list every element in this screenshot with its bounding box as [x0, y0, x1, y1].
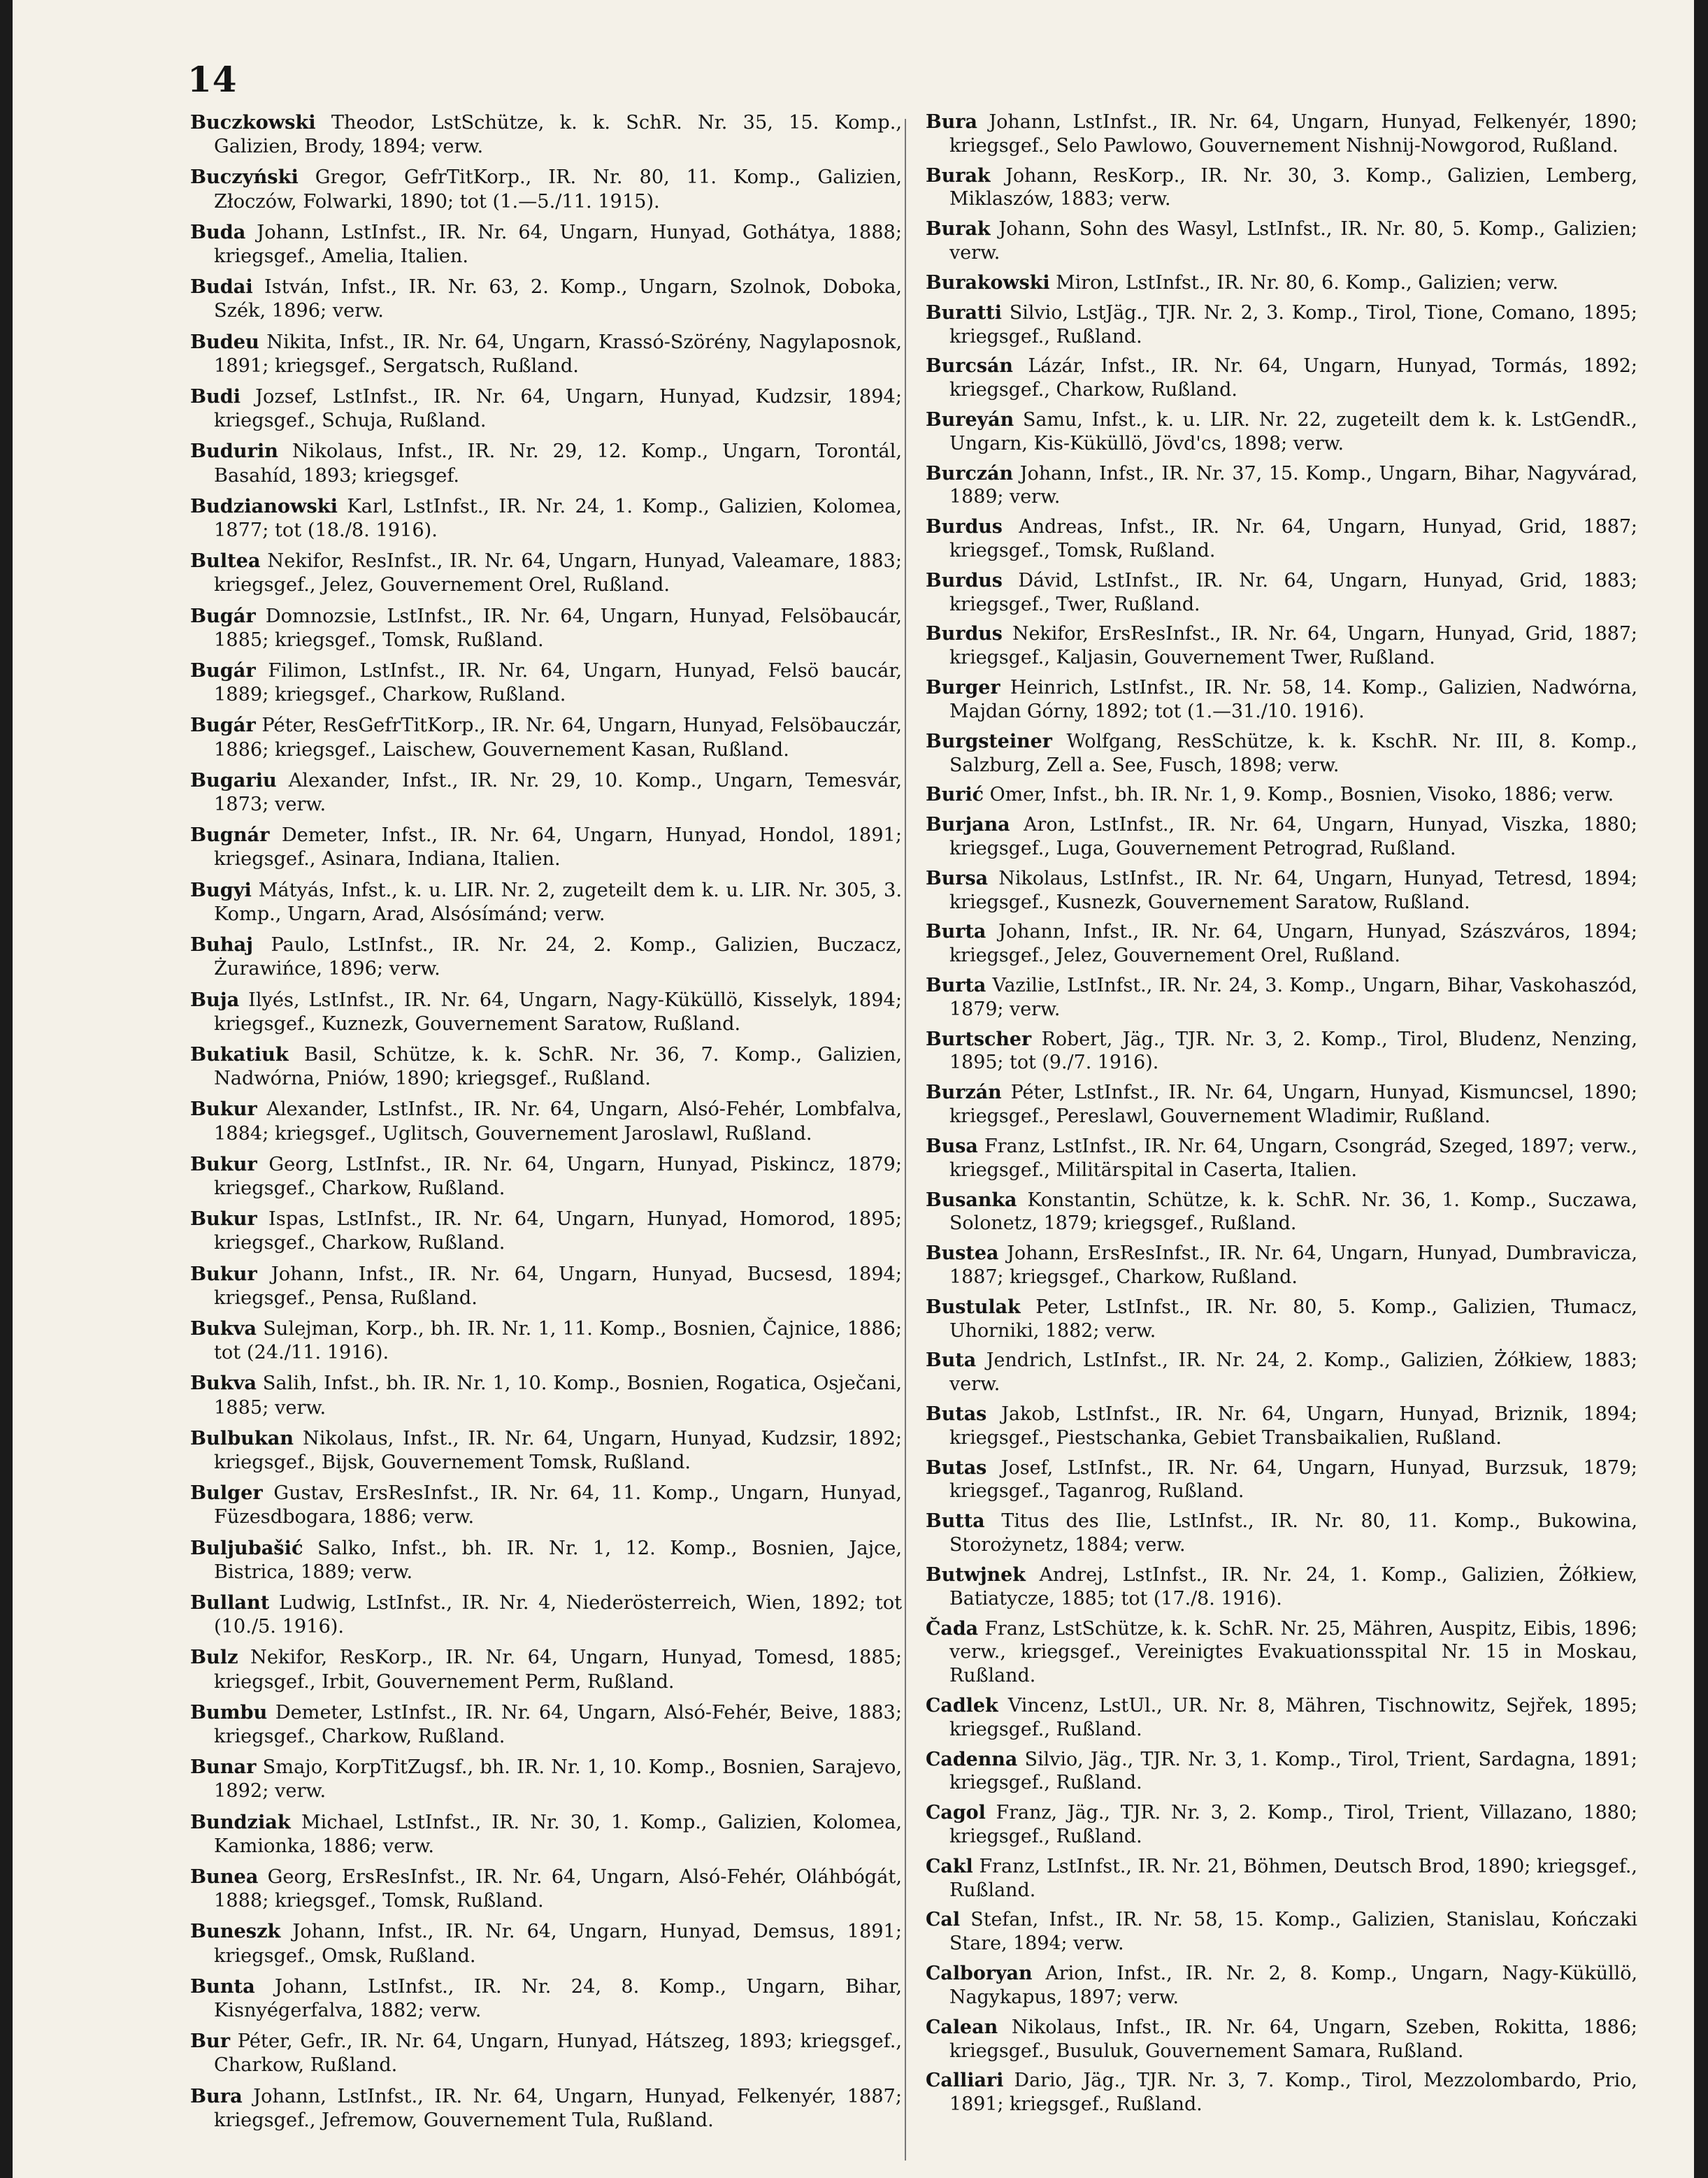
entry-surname: Burcsán [926, 355, 1013, 378]
register-entry [190, 1317, 902, 1365]
entry-surname: Butwjnek [926, 1563, 1026, 1586]
entry-surname: Burta [926, 921, 986, 943]
entry-surname: Bugyi [190, 878, 252, 901]
entry-surname: Buhaj [190, 933, 253, 957]
register-entry [190, 1043, 902, 1091]
entry-details: Johann, Infst., IR. Nr. 64, Ungarn, Hunyad, Szászváros, 1894; kriegsgef., Jelez, Gouvernement Orel, Rußland. [949, 921, 1637, 967]
entry-surname: Buta [926, 1349, 977, 1372]
entry-details: Paulo, LstInfst., IR. Nr. 24, 2. Komp., Galizien, Buczacz, Żurawińce, 1896; verw. [214, 934, 902, 980]
register-entry [190, 713, 902, 761]
entry-surname: Burjana [926, 814, 1010, 836]
entry-details: Alexander, LstInfst., IR. Nr. 64, Ungarn, Alsó-Fehér, Lombfalva, 1884; kriegsgef., Uglitsch, Gouvernement Jaroslawl, Rußland. [214, 1098, 902, 1145]
entry-surname: Burakowski [926, 271, 1050, 294]
entry-surname: Busanka [926, 1189, 1017, 1211]
entry-details: Andreas, Infst., IR. Nr. 64, Ungarn, Hunyad, Grid, 1887; kriegsgef., Tomsk, Rußland. [949, 516, 1637, 561]
entry-surname: Bugár [190, 659, 256, 682]
entry-details: Stefan, Infst., IR. Nr. 58, 15. Komp., Galizien, Stanislau, Kończaki Stare, 1894; verw. [949, 1909, 1637, 1955]
register-entry [926, 920, 1637, 968]
entry-details: Sulejman, Korp., bh. IR. Nr. 1, 11. Komp., Bosnien, Čajnice, 1886; tot (24./11. 1916). [214, 1317, 902, 1364]
entry-details: Aron, LstInfst., IR. Nr. 64, Ungarn, Hunyad, Viszka, 1880; kriegsgef., Luga, Gouvernement Petrograd, Rußland. [949, 814, 1637, 859]
register-entry [190, 110, 902, 159]
entry-surname: Bugár [190, 604, 256, 627]
register-entry [190, 1262, 902, 1310]
register-entry [926, 867, 1637, 915]
entry-surname: Bustulak [926, 1296, 1021, 1318]
entry-details: Demeter, LstInfst., IR. Nr. 64, Ungarn, Alsó-Fehér, Beive, 1883; kriegsgef., Charkow, Rußland. [214, 1701, 902, 1747]
entry-surname: Calboryan [926, 1963, 1033, 1985]
entry-details: Michael, LstInfst., IR. Nr. 30, 1. Komp., Galizien, Kolomea, Kamionka, 1886; verw. [214, 1811, 902, 1857]
entry-details: Basil, Schütze, k. k. SchR. Nr. 36, 7. Komp., Galizien, Nadwórna, Pniów, 1890; kriegsgef., Rußland. [214, 1043, 902, 1090]
register-entry [926, 1962, 1637, 2009]
register-entry [190, 1810, 902, 1858]
register-entry [926, 622, 1637, 670]
entry-details: Johann, ErsResInfst., IR. Nr. 64, Ungarn, Hunyad, Dumbravicza, 1887; kriegsgef., Charkow, Rußland. [949, 1242, 1637, 1288]
entry-details: Gregor, GefrTitKorp., IR. Nr. 80, 11. Komp., Galizien, Złoczów, Folwarki, 1890; tot (1.—5./11. 1915). [214, 166, 902, 213]
entry-details: Péter, LstInfst., IR. Nr. 64, Ungarn, Hunyad, Kismuncsel, 1890; kriegsgef., Pereslawl, Gouvernement Wladimir, Rußland. [949, 1082, 1637, 1128]
entry-surname: Burdus [926, 516, 1003, 538]
entry-surname: Bunea [190, 1865, 259, 1888]
register-entry [926, 462, 1637, 510]
entry-surname: Busa [926, 1135, 978, 1157]
register-entry [190, 768, 902, 817]
entry-surname: Bukatiuk [190, 1043, 289, 1066]
register-entry [190, 1371, 902, 1419]
entry-surname: Bundziak [190, 1810, 291, 1833]
entry-details: Jozsef, LstInfst., IR. Nr. 64, Ungarn, Hunyad, Kudzsir, 1894; kriegsgef., Schuja, Rußland. [214, 386, 902, 432]
entry-surname: Butta [926, 1510, 985, 1533]
entry-surname: Cagol [926, 1802, 986, 1824]
entry-surname: Bugár [190, 714, 256, 737]
entry-details: Georg, ErsResInfst., IR. Nr. 64, Ungarn, Alsó-Fehér, Oláhbógát, 1888; kriegsgef., Tomsk, Rußland. [214, 1866, 902, 1912]
entry-details: Nekifor, ErsResInfst., IR. Nr. 64, Ungarn, Hunyad, Grid, 1887; kriegsgef., Kaljasin, Gouvernement Twer, Rußland. [949, 623, 1637, 669]
entry-surname: Calean [926, 2016, 998, 2038]
register-entry [926, 813, 1637, 861]
register-entry [926, 1563, 1637, 1611]
entry-details: Lázár, Infst., IR. Nr. 64, Ungarn, Hunyad, Tormás, 1892; kriegsgef., Charkow, Rußland. [949, 355, 1637, 401]
entry-surname: Budeu [190, 330, 259, 353]
register-entry [926, 271, 1637, 295]
entry-details: Vazilie, LstInfst., IR. Nr. 24, 3. Komp., Ungarn, Bihar, Vaskohaszód, 1879; verw. [949, 975, 1637, 1020]
register-entry [190, 823, 902, 871]
register-entry [926, 301, 1637, 349]
entry-details: Konstantin, Schütze, k. k. SchR. Nr. 36, 1. Komp., Suczawa, Solonetz, 1879; kriegsgef., Rußland. [949, 1189, 1637, 1235]
entry-surname: Bulger [190, 1482, 263, 1505]
entry-details: Nikolaus, Infst., IR. Nr. 64, Ungarn, Hunyad, Kudzsir, 1892; kriegsgef., Bijsk, Gouvernement Tomsk, Rußland. [214, 1427, 902, 1473]
entry-details: Ispas, LstInfst., IR. Nr. 64, Ungarn, Hunyad, Homorod, 1895; kriegsgef., Charkow, Rußland. [214, 1208, 902, 1254]
register-entry [190, 1755, 902, 1803]
register-entry [926, 1748, 1637, 1796]
entry-details: Salih, Infst., bh. IR. Nr. 1, 10. Komp., Bosnien, Rogatica, Osječani, 1885; verw. [214, 1373, 902, 1419]
entry-surname: Bureyán [926, 408, 1014, 431]
page-number: 14 [187, 59, 238, 100]
entry-surname: Bustea [926, 1242, 999, 1265]
entry-surname: Budurin [190, 440, 278, 463]
register-entry [926, 1081, 1637, 1129]
entry-surname: Burić [926, 784, 984, 806]
register-entry [926, 1456, 1637, 1504]
entry-surname: Bugnár [190, 824, 270, 847]
register-entry [190, 1975, 902, 2023]
entry-details: Franz, LstInfst., IR. Nr. 64, Ungarn, Csongrád, Szeged, 1897; verw., kriegsgef., Militärspital in Caserta, Italien. [949, 1135, 1637, 1181]
entry-details: Dávid, LstInfst., IR. Nr. 64, Ungarn, Hunyad, Grid, 1883; kriegsgef., Twer, Rußland. [949, 569, 1637, 615]
entry-surname: Buneszk [190, 1920, 281, 1943]
entry-details: Wolfgang, ResSchütze, k. k. KschR. Nr. III, 8. Komp., Salzburg, Zell a. See, Fusch, 1898; verw. [949, 730, 1637, 776]
register-entry [190, 1919, 902, 1968]
entry-surname: Burak [926, 218, 991, 241]
register-entry [190, 1481, 902, 1529]
register-entry [926, 1694, 1637, 1742]
register-entry [190, 878, 902, 926]
entry-surname: Buja [190, 988, 240, 1011]
entry-details: Arion, Infst., IR. Nr. 2, 8. Komp., Ungarn, Nagy-Küküllö, Nagykapus, 1897; verw. [949, 1963, 1637, 2008]
register-entry [190, 988, 902, 1036]
entry-details: Titus des Ilie, LstInfst., IR. Nr. 80, 11. Komp., Bukowina, Storożynetz, 1884; verw. [949, 1510, 1637, 1556]
entry-surname: Buczkowski [190, 111, 316, 134]
entry-details: Vincenz, LstUl., UR. Nr. 8, Mähren, Tischnowitz, Sejřek, 1895; kriegsgef., Rußland. [949, 1694, 1637, 1740]
entry-surname: Burczán [926, 462, 1014, 485]
register-entry [190, 1207, 902, 1255]
register-entry [926, 1403, 1637, 1450]
entry-details: Johann, LstInfst., IR. Nr. 64, Ungarn, Hunyad, Felkenyér, 1890; kriegsgef., Selo Pawlowo, Gouvernement Nishnij-Nowgorod, Rußland. [949, 111, 1637, 157]
register-entry [190, 385, 902, 433]
register-entry [926, 1349, 1637, 1396]
register-entry [190, 1645, 902, 1693]
entry-details: Heinrich, LstInfst., IR. Nr. 58, 14. Komp., Galizien, Nadwórna, Majdan Górny, 1892; tot (1.—31./10. 1916). [949, 677, 1637, 722]
register-entry [190, 439, 902, 487]
entry-surname: Budi [190, 385, 241, 408]
entry-surname: Cadenna [926, 1748, 1018, 1770]
register-entry [926, 1801, 1637, 1849]
entry-details: Domnozsie, LstInfst., IR. Nr. 64, Ungarn, Hunyad, Felsöbaucár, 1885; kriegsgef., Tomsk, Rußland. [214, 605, 902, 651]
entry-details: Robert, Jäg., TJR. Nr. 3, 2. Komp., Tirol, Bludenz, Nenzing, 1895; tot (9./7. 1916). [949, 1028, 1637, 1074]
entry-details: Jendrich, LstInfst., IR. Nr. 24, 2. Komp., Galizien, Żółkiew, 1883; verw. [949, 1349, 1637, 1396]
register-entry [190, 659, 902, 707]
entry-surname: Bunta [190, 1975, 255, 1998]
entry-details: Miron, LstInfst., IR. Nr. 80, 6. Komp., Galizien; verw. [1056, 271, 1558, 294]
register-entry [926, 1855, 1637, 1903]
entry-surname: Budzianowski [190, 494, 338, 517]
entry-surname: Bursa [926, 867, 989, 889]
register-entry [190, 1700, 902, 1749]
register-entry [926, 676, 1637, 724]
entry-surname: Butas [926, 1403, 987, 1425]
entry-surname: Buda [190, 220, 246, 243]
entry-details: Franz, LstInfst., IR. Nr. 21, Böhmen, Deutsch Brod, 1890; kriegsgef., Rußland. [949, 1855, 1637, 1901]
register-entry [926, 110, 1637, 158]
entry-details: Franz, LstSchütze, k. k. SchR. Nr. 25, Mähren, Auspitz, Eibis, 1896; verw., kriegsgef., Vereinigtes Evakuationsspital Nr. 15 in Moskau, Rußland. [949, 1617, 1637, 1687]
entry-details: Nekifor, ResKorp., IR. Nr. 64, Ungarn, Hunyad, Tomesd, 1885; kriegsgef., Irbit, Gouvernement Perm, Rußland. [214, 1647, 902, 1693]
register-entry [926, 354, 1637, 402]
entry-details: Josef, LstInfst., IR. Nr. 64, Ungarn, Hunyad, Burzsuk, 1879; kriegsgef., Taganrog, Rußland. [949, 1456, 1637, 1503]
register-entry [926, 1908, 1637, 1956]
register-entry [926, 408, 1637, 456]
entry-surname: Bultea [190, 550, 261, 573]
register-entry [926, 2016, 1637, 2063]
register-entry [190, 1536, 902, 1584]
left-column [190, 110, 902, 2139]
register-entry [190, 1152, 902, 1201]
entry-details: Nikolaus, Infst., IR. Nr. 64, Ungarn, Szeben, Rokitta, 1886; kriegsgef., Busuluk, Gouvernement Samara, Rußland. [949, 2016, 1637, 2062]
entry-surname: Burzán [926, 1082, 1002, 1104]
entry-surname: Bukur [190, 1262, 257, 1285]
entry-details: Theodor, LstSchütze, k. k. SchR. Nr. 35, 15. Komp., Galizien, Brody, 1894; verw. [214, 112, 902, 158]
entry-surname: Burger [926, 677, 1000, 699]
entry-details: Nikolaus, LstInfst., IR. Nr. 64, Ungarn, Hunyad, Tetresd, 1894; kriegsgef., Kusnezk, Gouvernement Saratow, Rußland. [949, 867, 1637, 913]
entry-surname: Bulbukan [190, 1426, 294, 1449]
entry-surname: Bukur [190, 1208, 257, 1231]
register-entry [190, 1426, 902, 1475]
entry-details: Silvio, Jäg., TJR. Nr. 3, 1. Komp., Tirol, Trient, Sardagna, 1891; kriegsgef., Rußland. [949, 1748, 1637, 1794]
entry-surname: Bulz [190, 1646, 238, 1669]
entry-details: Franz, Jäg., TJR. Nr. 3, 2. Komp., Tirol, Trient, Villazano, 1880; kriegsgef., Rußland. [949, 1802, 1637, 1847]
register-entry [926, 2069, 1637, 2116]
column-divider [905, 119, 906, 2161]
entry-details: Georg, LstInfst., IR. Nr. 64, Ungarn, Hunyad, Piskincz, 1879; kriegsgef., Charkow, Rußland. [214, 1153, 902, 1199]
entry-surname: Cakl [926, 1855, 973, 1877]
register-entry [190, 220, 902, 268]
entry-surname: Butas [926, 1456, 987, 1479]
entry-surname: Čada [926, 1617, 979, 1640]
entry-details: Salko, Infst., bh. IR. Nr. 1, 12. Komp., Bosnien, Jajce, Bistrica, 1889; verw. [214, 1537, 902, 1583]
register-entry [926, 783, 1637, 807]
register-entry [926, 1028, 1637, 1075]
register-entry [926, 515, 1637, 563]
register-entry [926, 730, 1637, 778]
entry-surname: Bullant [190, 1591, 270, 1614]
entry-details: Johann, ResKorp., IR. Nr. 30, 3. Komp., Galizien, Lemberg, Miklaszów, 1883; verw. [949, 164, 1637, 210]
register-entry [926, 1135, 1637, 1182]
entry-surname: Burdus [926, 569, 1003, 592]
entry-details: István, Infst., IR. Nr. 63, 2. Komp., Ungarn, Szolnok, Doboka, Szék, 1896; verw. [214, 276, 902, 322]
register-entry [190, 494, 902, 543]
entry-details: Demeter, Infst., IR. Nr. 64, Ungarn, Hunyad, Hondol, 1891; kriegsgef., Asinara, Indiana, Italien. [214, 824, 902, 871]
register-entry [926, 569, 1637, 617]
entry-details: Filimon, LstInfst., IR. Nr. 64, Ungarn, Hunyad, Felsö baucár, 1889; kriegsgef., Charkow, Rußland. [214, 660, 902, 706]
entry-details: Gustav, ErsResInfst., IR. Nr. 64, 11. Komp., Ungarn, Hunyad, Füzesdbogara, 1886; verw. [214, 1482, 902, 1528]
entry-details: Péter, Gefr., IR. Nr. 64, Ungarn, Hunyad, Hátszeg, 1893; kriegsgef., Charkow, Rußland. [214, 2030, 902, 2077]
entry-details: Samu, Infst., k. u. LIR. Nr. 22, zugeteilt dem k. k. LstGendR., Ungarn, Kis-Küküllö, Jövd'cs, 1898; verw. [949, 408, 1637, 454]
register-entry [926, 1510, 1637, 1557]
entry-surname: Budai [190, 275, 253, 299]
entry-surname: Buczyński [190, 166, 299, 189]
entry-details: Johann, LstInfst., IR. Nr. 64, Ungarn, Hunyad, Felkenyér, 1887; kriegsgef., Jefremow, Gouvernement Tula, Rußland. [214, 2085, 902, 2131]
entry-details: Omer, Infst., bh. IR. Nr. 1, 9. Komp., Bosnien, Visoko, 1886; verw. [989, 784, 1614, 806]
register-entry [926, 1242, 1637, 1289]
register-entry [190, 1591, 902, 1639]
entry-details: Andrej, LstInfst., IR. Nr. 24, 1. Komp., Galizien, Żółkiew, Batiatycze, 1885; tot (17./8. 1916). [949, 1563, 1637, 1610]
register-entry [190, 330, 902, 378]
entry-details: Johann, Infst., IR. Nr. 64, Ungarn, Hunyad, Demsus, 1891; kriegsgef., Omsk, Rußland. [214, 1921, 902, 1967]
register-entry [926, 1189, 1637, 1236]
register-entry [190, 549, 902, 597]
right-column [926, 110, 1637, 2123]
entry-surname: Bukur [190, 1152, 257, 1175]
entry-details: Karl, LstInfst., IR. Nr. 24, 1. Komp., Galizien, Kolomea, 1877; tot (18./8. 1916). [214, 495, 902, 542]
entry-surname: Burta [926, 975, 986, 996]
entry-surname: Cadlek [926, 1694, 998, 1717]
register-entry [926, 217, 1637, 265]
entry-surname: Cal [926, 1909, 961, 1931]
entry-details: Nikita, Infst., IR. Nr. 64, Ungarn, Krassó-Szörény, Nagylaposnok, 1891; kriegsgef., Sergatsch, Rußland. [214, 331, 902, 377]
entry-details: Johann, LstInfst., IR. Nr. 64, Ungarn, Hunyad, Gothátya, 1888; kriegsgef., Amelia, Italien. [214, 221, 902, 268]
entry-details: Jakob, LstInfst., IR. Nr. 64, Ungarn, Hunyad, Briznik, 1894; kriegsgef., Piestschanka, Gebiet Transbaikalien, Rußland. [949, 1403, 1637, 1449]
entry-details: Péter, ResGefrTitKorp., IR. Nr. 64, Ungarn, Hunyad, Felsöbauczár, 1886; kriegsgef., Laischew, Gouvernement Kasan, Rußland. [214, 715, 902, 761]
entry-surname: Bukva [190, 1372, 257, 1395]
entry-details: Johann, Infst., IR. Nr. 64, Ungarn, Hunyad, Bucsesd, 1894; kriegsgef., Pensa, Rußland. [214, 1263, 902, 1309]
register-entry [190, 2084, 902, 2133]
register-entry [190, 1097, 902, 1145]
entry-details: Peter, LstInfst., IR. Nr. 80, 5. Komp., Galizien, Tłumacz, Uhorniki, 1882; verw. [949, 1296, 1637, 1342]
entry-details: Silvio, LstJäg., TJR. Nr. 2, 3. Komp., Tirol, Tione, Comano, 1895; kriegsgef., Rußland. [949, 301, 1637, 348]
entry-details: Mátyás, Infst., k. u. LIR. Nr. 2, zugeteilt dem k. u. LIR. Nr. 305, 3. Komp., Ungarn, Arad, Alsósímánd; verw. [214, 879, 902, 925]
register-entry [190, 933, 902, 981]
register-entry [926, 1296, 1637, 1343]
entry-details: Ludwig, LstInfst., IR. Nr. 4, Niederösterreich, Wien, 1892; tot (10./5. 1916). [214, 1591, 902, 1638]
entry-surname: Calliari [926, 2070, 1004, 2092]
entry-details: Dario, Jäg., TJR. Nr. 3, 7. Komp., Tirol, Mezzolombardo, Prio, 1891; kriegsgef., Rußland. [949, 2070, 1637, 2116]
entry-surname: Burtscher [926, 1028, 1032, 1050]
entry-details: Smajo, KorpTitZugsf., bh. IR. Nr. 1, 10. Komp., Bosnien, Sarajevo, 1892; verw. [214, 1756, 902, 1803]
entry-surname: Bura [190, 2084, 243, 2107]
register-entry [190, 275, 902, 323]
entry-surname: Burak [926, 164, 991, 187]
entry-details: Nikolaus, Infst., IR. Nr. 29, 12. Komp., Ungarn, Torontál, Basahíd, 1893; kriegsgef. [214, 440, 902, 487]
register-entry [190, 604, 902, 652]
register-entry [926, 1617, 1637, 1688]
entry-details: Alexander, Infst., IR. Nr. 29, 10. Komp., Ungarn, Temesvár, 1873; verw. [214, 769, 902, 816]
register-entry [926, 164, 1637, 212]
register-entry [190, 1865, 902, 1913]
entry-surname: Bura [926, 111, 977, 133]
entry-surname: Burdus [926, 623, 1003, 645]
register-entry [190, 2029, 902, 2077]
entry-surname: Bur [190, 2030, 231, 2053]
entry-details: Ilyés, LstInfst., IR. Nr. 64, Ungarn, Nagy-Küküllö, Kisselyk, 1894; kriegsgef., Kuznezk, Gouvernement Saratow, Rußland. [214, 989, 902, 1035]
entry-surname: Bukur [190, 1098, 257, 1121]
entry-surname: Bukva [190, 1317, 257, 1340]
entry-details: Johann, LstInfst., IR. Nr. 24, 8. Komp., Ungarn, Bihar, Kisnyégerfalva, 1882; verw. [214, 1975, 902, 2022]
entry-surname: Bunar [190, 1756, 257, 1779]
register-entry [926, 974, 1637, 1022]
entry-details: Nekifor, ResInfst., IR. Nr. 64, Ungarn, Hunyad, Valeamare, 1883; kriegsgef., Jelez, Gouvernement Orel, Rußland. [214, 550, 902, 596]
entry-details: Johann, Sohn des Wasyl, LstInfst., IR. Nr. 80, 5. Komp., Galizien; verw. [949, 218, 1637, 264]
entry-surname: Buljubašić [190, 1536, 303, 1559]
register-entry [190, 165, 902, 213]
entry-surname: Buratti [926, 301, 1002, 324]
entry-surname: Bumbu [190, 1700, 268, 1724]
entry-surname: Bugariu [190, 768, 277, 791]
entry-surname: Burgsteiner [926, 730, 1052, 752]
entry-details: Johann, Infst., IR. Nr. 37, 15. Komp., Ungarn, Bihar, Nagyvárad, 1889; verw. [949, 462, 1637, 508]
